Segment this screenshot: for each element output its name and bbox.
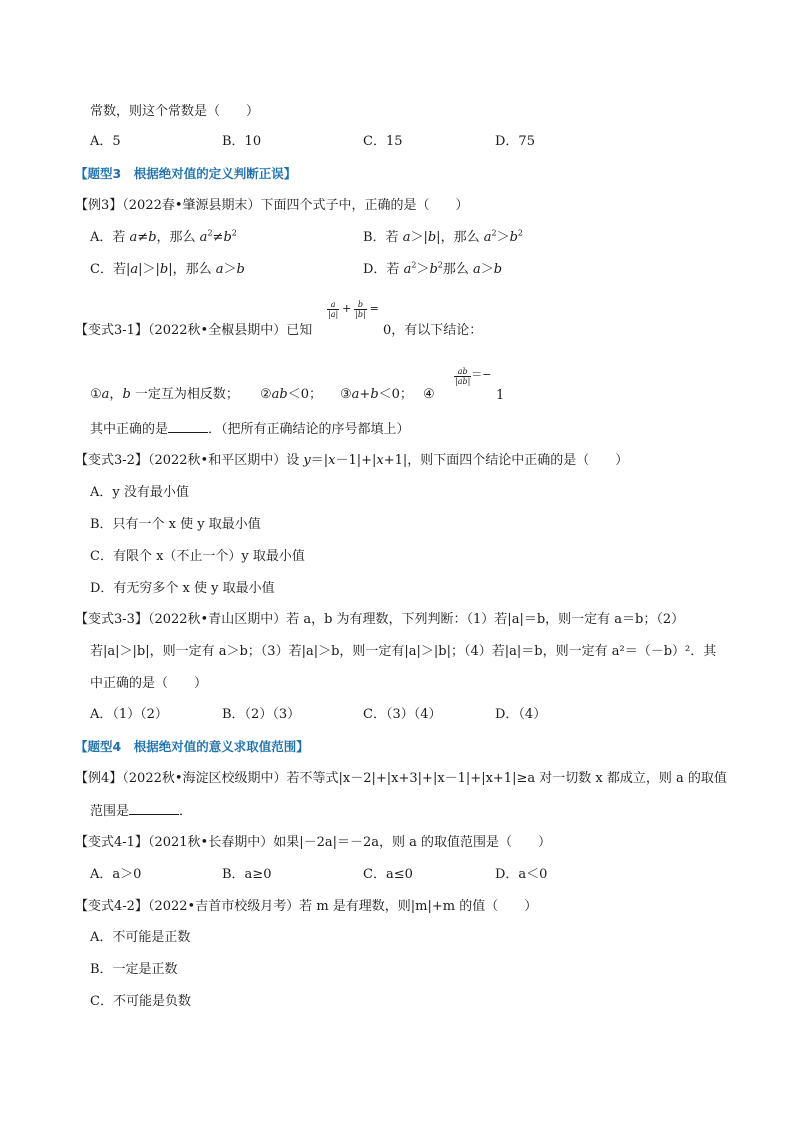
conclusion-2: ②ab＜0； (260, 387, 323, 402)
conclusion-3: ③a+b＜0； (340, 387, 413, 402)
option-b: B．（2）（3） (222, 707, 301, 722)
option-d: D．（4） (495, 707, 547, 722)
option-d: D．75 (495, 134, 535, 149)
variant-3-3-stem: 【变式3-3】（2022秋•青山区期中）若 a，b 为有理数，下列判断：（1）若|a|＝b，则一定有 a＝b；（2） (75, 612, 685, 627)
option-a: A．（1）（2） (90, 707, 168, 722)
option-d: D．若 $a^2>b^2$那么 a＞b (363, 260, 503, 277)
variant-3-3-line2: 若|a|＞|b|，则一定有 a＞b；（3）若|a|＞b，则一定有|a|＞|b|；（4）若|a|＝b，则一定有 a²＝（－b）²．其 (90, 644, 717, 659)
question-source: （2021秋•长春期中） (147, 835, 274, 850)
option-a: A．若 a≠b，那么 $a^2\ne b^2$ (90, 228, 237, 245)
option-b: B．只有一个 x 使 y 取最小值 (90, 517, 261, 532)
variant-4-1-stem: 【变式4-1】（2021秋•长春期中）如果|－2a|＝－2a，则 a 的取值范围是（ ） (75, 835, 552, 850)
option-b: B．a≥0 (222, 867, 272, 882)
question-source: （2022秋•海淀区校级期中） (122, 771, 287, 786)
question-source: （2022秋•青山区期中） (147, 612, 287, 627)
question-tag: 【变式3-2】 (75, 453, 148, 468)
option-b: B．10 (222, 134, 262, 149)
question-stem: 常数，则这个常数是（ ） (90, 104, 260, 119)
example-4-stem: 【例4】（2022秋•海淀区校级期中）若不等式|x－2|+|x+3|+|x－1|+|x+1|≥a 对一切数 x 都成立，则 a 的取值 (75, 771, 727, 786)
option-a: A．y 没有最小值 (90, 485, 189, 500)
conclusion-4: ④ (423, 387, 435, 402)
variant-4-2-stem: 【变式4-2】（2022•吉首市校级月考）若 m 是有理数，则|m|+m 的值（ ） (75, 899, 538, 914)
question-source: （2022秋•和平区期中） (147, 453, 287, 468)
option-d: D．a＜0 (495, 867, 548, 882)
option-c: C．不可能是负数 (90, 994, 191, 1009)
conclusion-4-one: 1 (496, 388, 505, 403)
question-tag: 【变式4-2】 (75, 899, 148, 914)
option-a: A．不可能是正数 (90, 930, 191, 945)
variant-3-3-line3: 中正确的是（ ） (90, 676, 208, 691)
question-source: （2022•吉首市校级月考） (147, 899, 300, 914)
conclusion-4-fraction: $\frac{ab}{|ab|}$ ＝− (455, 366, 492, 386)
question-tag: 【变式3-3】 (75, 612, 148, 627)
question-tag: 【变式4-1】 (75, 835, 148, 850)
section-heading-type4: 【题型4 根据绝对值的意义求取值范围】 (75, 739, 309, 754)
option-b: B．若 a＞|b|，那么 $a^2>b^2$ (363, 228, 523, 245)
question-tag: 【例3】 (75, 198, 123, 213)
option-b: B．一定是正数 (90, 962, 178, 977)
variant-3-2-stem: 【变式3-2】（2022秋•和平区期中）设 y＝|x－1|+|x+1|，则下面四个结论中正确的是（ ） (75, 453, 629, 468)
section-heading-type3: 【题型3 根据绝对值的定义判断正误】 (75, 166, 297, 181)
option-c: C．a≤0 (363, 867, 413, 882)
question-tag: 【例4】 (75, 771, 123, 786)
option-a: A．5 (90, 134, 121, 149)
option-d: D．有无穷多个 x 使 y 取最小值 (90, 581, 275, 596)
example-3-stem (75, 197, 469, 215)
example-4-line2: 范围是 ． (90, 804, 193, 819)
option-c: C．若|a|＞|b|，那么 a＞b (90, 262, 245, 277)
variant-3-1-tail: 0，有以下结论： (383, 323, 483, 338)
fraction-expression: $\frac{a}{|a|}$ + $\frac{b}{|b|}$ = (328, 300, 379, 319)
conclusion-1: ①a，b 一定互为相反数； (90, 387, 239, 402)
question-source: （2022春•肇源县期末） (122, 198, 261, 213)
option-c: C．有限个 x（不止一个）y 取最小值 (90, 549, 305, 564)
option-c: C．（3）（4） (363, 707, 442, 722)
answer-blank (168, 420, 208, 433)
variant-3-1-stem: 【变式3-1】（2022秋•全椒县期中）已知 (75, 323, 313, 338)
question-text: 下面四个式子中，正确的是（ ） (260, 198, 469, 213)
answer-blank (129, 802, 179, 815)
option-a: A．a＞0 (90, 867, 142, 882)
question-source: （2022秋•全椒县期中） (147, 323, 287, 338)
option-c: C．15 (363, 134, 403, 149)
fill-prompt: 其中正确的是 ．（把所有正确结论的序号都填上） (90, 422, 410, 437)
question-tag: 【变式3-1】 (75, 323, 148, 338)
